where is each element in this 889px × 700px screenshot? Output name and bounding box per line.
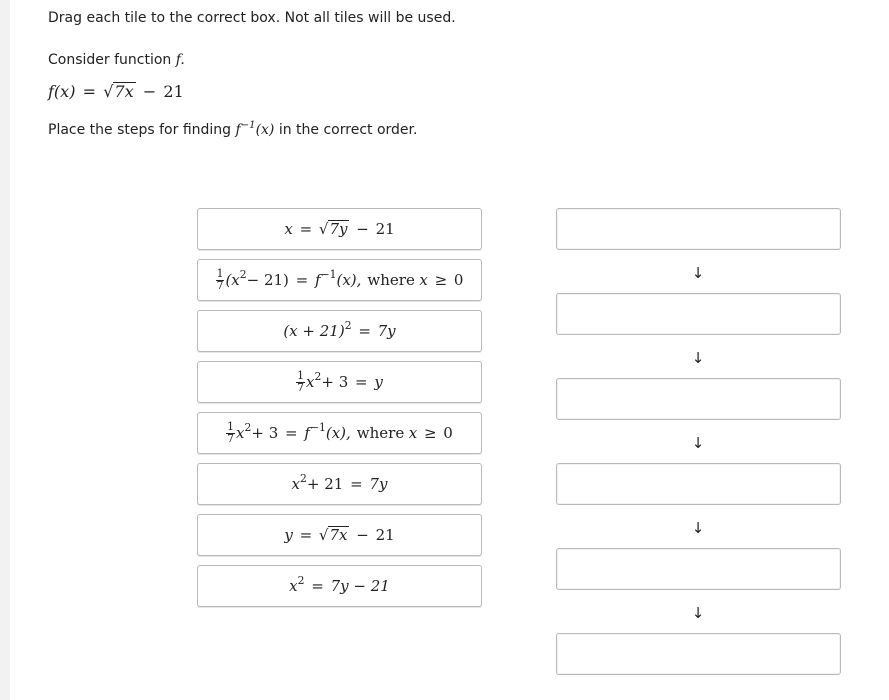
arrow-down-icon: ↓ xyxy=(691,434,705,452)
tile-x2-plus-21-equals-7y[interactable]: x 2 + 21 = 7y xyxy=(197,463,482,505)
tile-x2-equals-7y-minus-21[interactable]: x 2 = 7y − 21 xyxy=(197,565,482,607)
arrow-down-icon: ↓ xyxy=(691,519,705,537)
drop-box-1[interactable] xyxy=(556,208,841,250)
consider-prefix: Consider function xyxy=(48,52,172,68)
function-minus: − xyxy=(142,82,157,101)
place-after: in the correct order. xyxy=(278,122,418,138)
drop-box-3[interactable] xyxy=(556,378,841,420)
function-definition xyxy=(48,82,184,101)
tile-x-plus-21-squared-equals-7y[interactable]: (x + 21) 2 = 7y xyxy=(197,310,482,352)
arrow-down-icon: ↓ xyxy=(691,264,705,282)
drop-box-6[interactable] xyxy=(556,633,841,675)
inverse-f: $f^{-1}(x)$ xyxy=(235,120,275,138)
drop-box-5[interactable] xyxy=(556,548,841,590)
drop-box-4[interactable] xyxy=(556,463,841,505)
question-panel xyxy=(10,0,889,700)
sqrt-icon: √ xyxy=(103,82,114,101)
sqrt-icon: √ xyxy=(318,526,329,544)
arrow-down-icon: ↓ xyxy=(691,349,705,367)
consider-text xyxy=(48,52,185,68)
function-constant: 21 xyxy=(163,82,184,101)
tile-inverse-with-x2-minus-21[interactable]: $\frac{1}{7}$ (x 2 − 21) = f −1 (x), where x ≥ 0 xyxy=(197,259,482,301)
function-equals: = xyxy=(82,82,97,101)
function-lhs: f(x) xyxy=(48,82,76,101)
sqrt-icon: √ xyxy=(318,220,329,238)
place-steps-text xyxy=(48,122,417,138)
tile-seventh-x2-plus-3-equals-y[interactable]: $\frac{1}{7}$ x 2 + 3 = y xyxy=(197,361,482,403)
place-before: Place the steps for finding xyxy=(48,122,232,138)
arrow-down-icon: ↓ xyxy=(691,604,705,622)
drop-box-2[interactable] xyxy=(556,293,841,335)
instructions-text: Drag each tile to the correct box. Not all tiles will be used. xyxy=(48,10,456,26)
tile-y-equals-sqrt-7x-minus-21[interactable]: y = √ 7x − 21 xyxy=(197,514,482,556)
tile-inverse-with-x2-plus-3[interactable]: $\frac{1}{7}$ x 2 + 3 = f −1 (x), where x ≥ 0 xyxy=(197,412,482,454)
consider-function-name: f. xyxy=(175,52,185,68)
tile-x-equals-sqrt-7y-minus-21[interactable]: x = √ 7y − 21 xyxy=(197,208,482,250)
function-radicand: 7x xyxy=(114,82,134,101)
